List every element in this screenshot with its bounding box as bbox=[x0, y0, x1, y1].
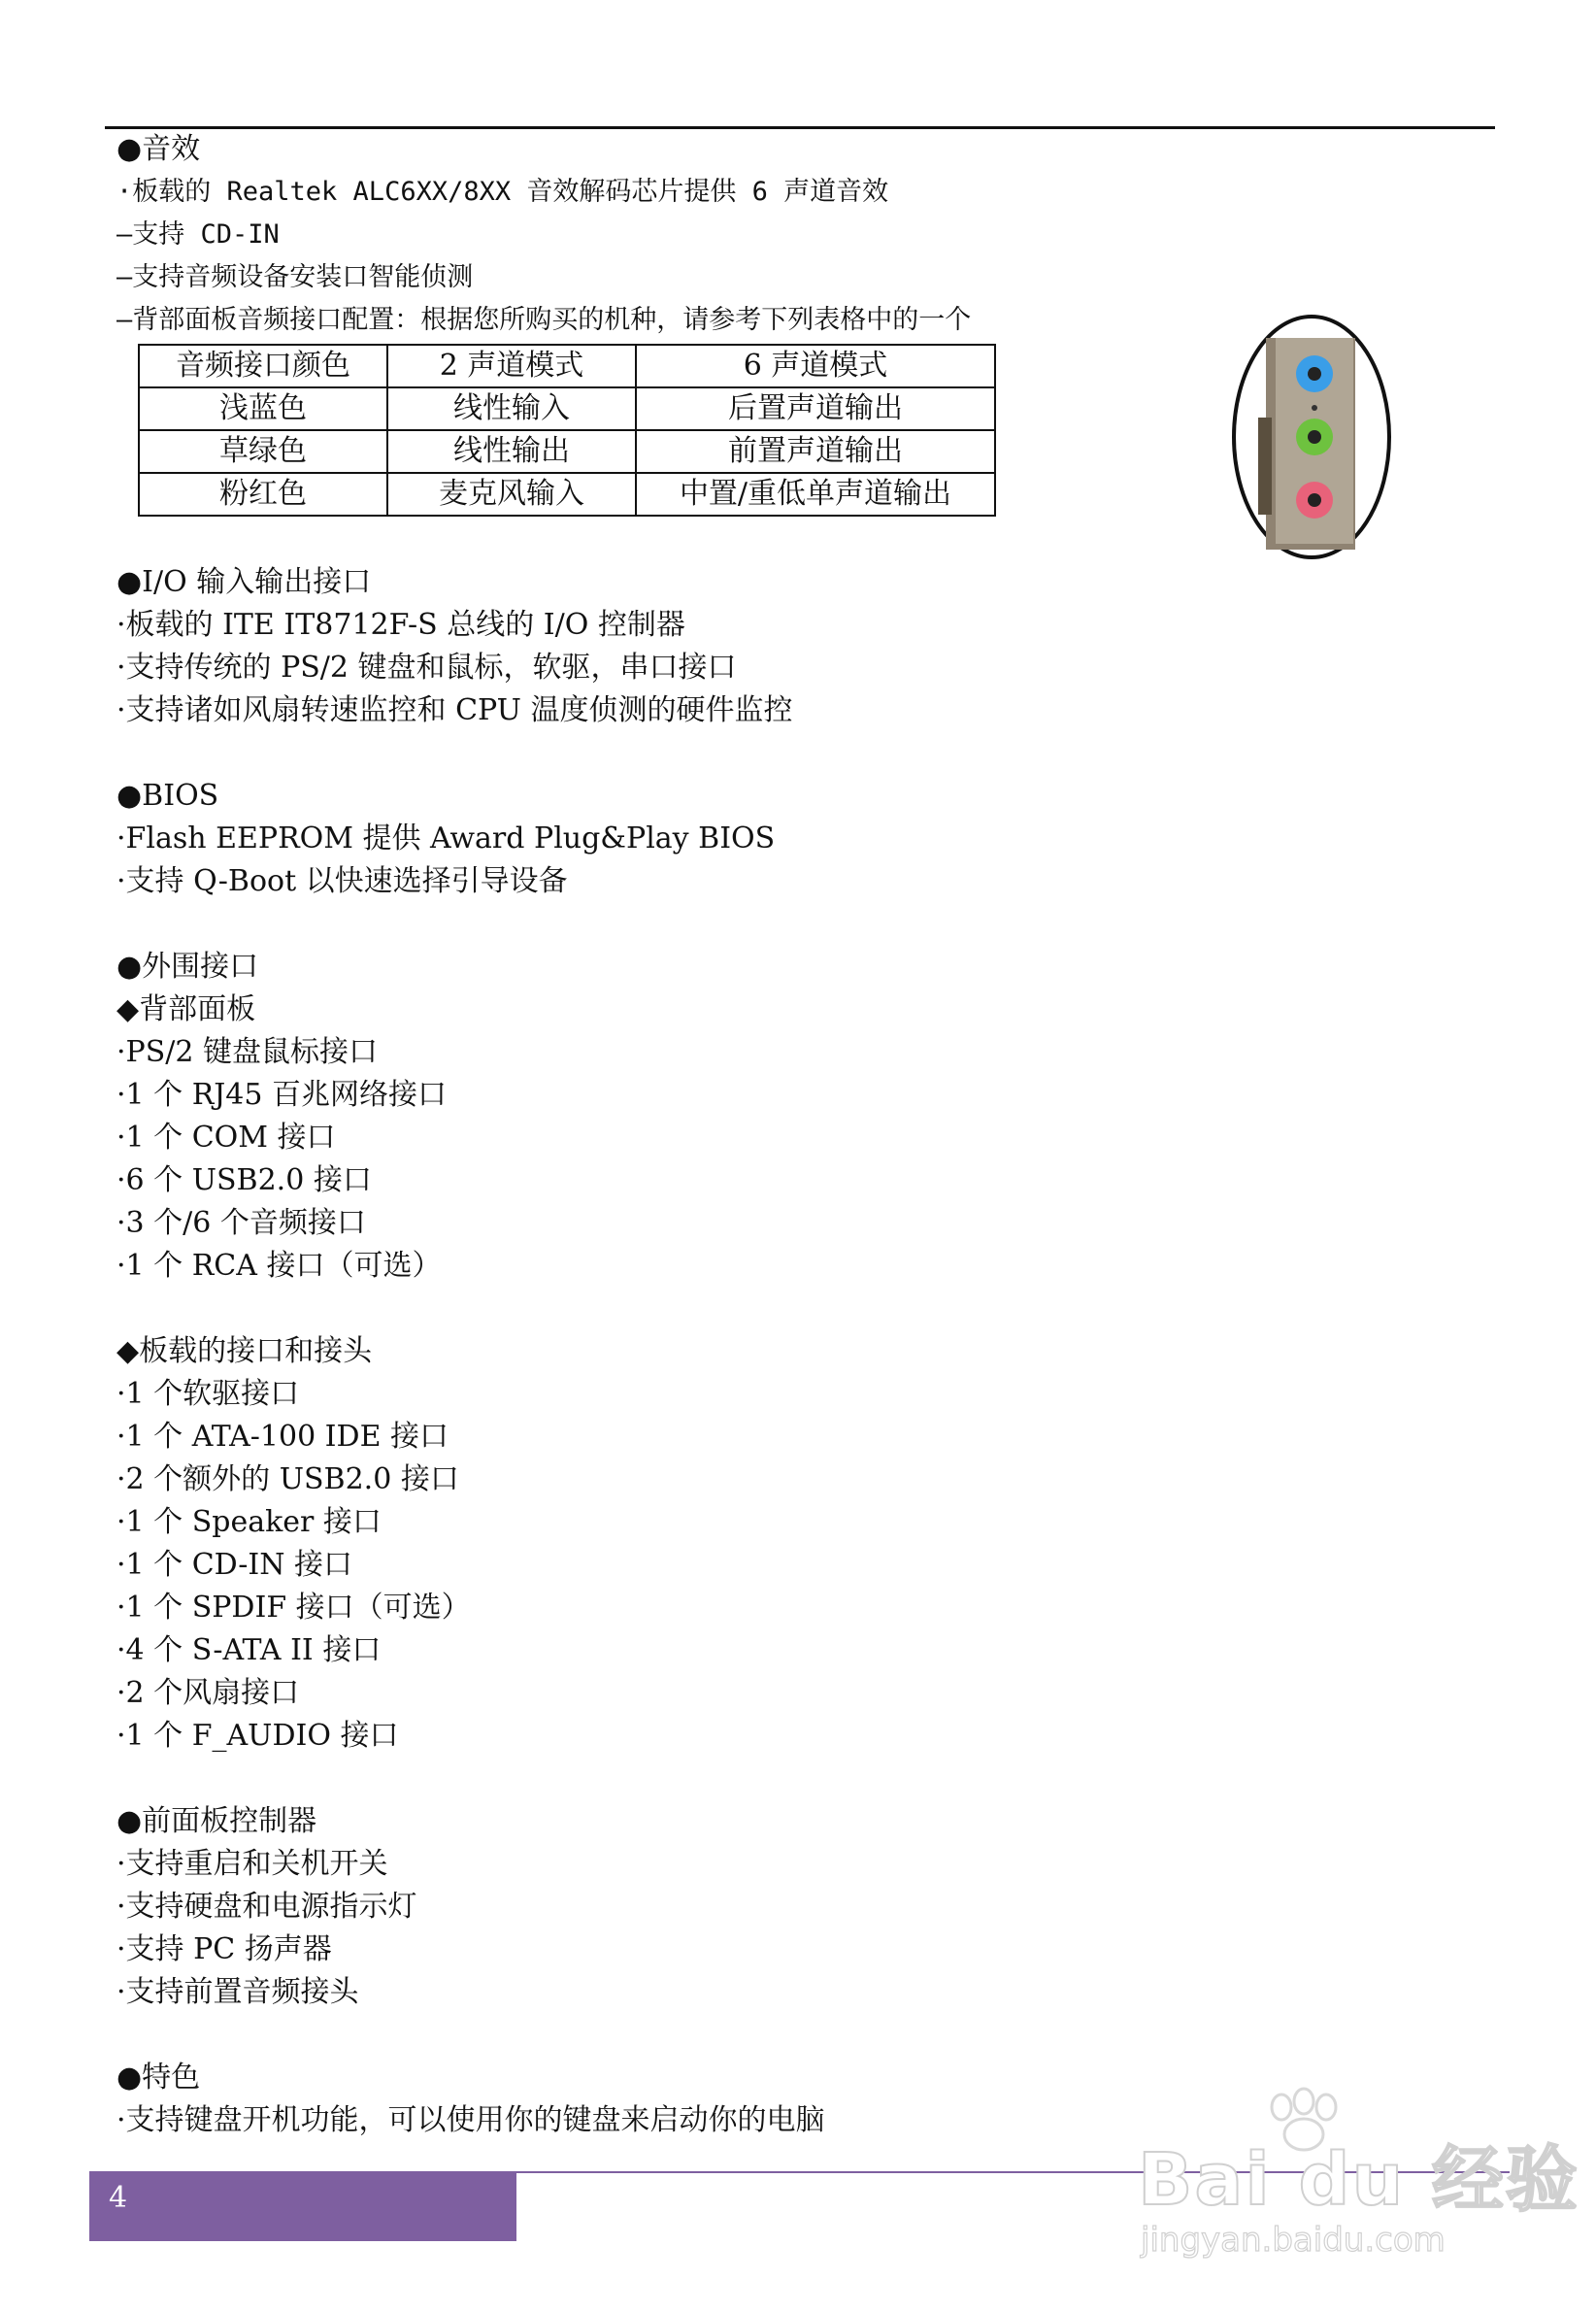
list-item: ·Flash EEPROM 提供 Award Plug&Play BIOS bbox=[116, 821, 776, 855]
list-item: ·支持重启和关机开关 bbox=[116, 1847, 388, 1881]
table-cell: 浅蓝色 bbox=[139, 387, 387, 430]
list-item: ·6 个 USB2.0 接口 bbox=[116, 1163, 372, 1197]
list-item: ·支持前置音频接头 bbox=[116, 1975, 359, 2009]
list-item: ·支持传统的 PS/2 键盘和鼠标，软驱，串口接口 bbox=[116, 651, 737, 685]
list-item: ·1 个 COM 接口 bbox=[116, 1121, 336, 1155]
jack-green-icon bbox=[1296, 419, 1333, 455]
table-cell: 后置声道输出 bbox=[636, 387, 995, 430]
page-content bbox=[116, 128, 1223, 2142]
spacer bbox=[116, 2014, 1223, 2057]
jack-blue-icon bbox=[1296, 355, 1333, 392]
table-row bbox=[139, 430, 995, 473]
list-item: ·1 个 RJ45 百兆网络接口 bbox=[116, 1078, 448, 1112]
spacer bbox=[116, 519, 1223, 561]
audio-jack-photo bbox=[1229, 311, 1394, 563]
list-item: ·1 个 Speaker 接口 bbox=[116, 1505, 382, 1539]
list-item: ·1 个 RCA 接口（可选） bbox=[116, 1249, 442, 1283]
table-header-row bbox=[139, 345, 995, 387]
list-item: ·PS/2 键盘鼠标接口 bbox=[116, 1035, 379, 1069]
section-heading-bios: ●BIOS bbox=[116, 779, 219, 813]
audio-line-config: —背部面板音频接口配置：根据您所购买的机种，请参考下列表格中的一个 bbox=[116, 305, 972, 335]
spacer bbox=[116, 1758, 1223, 1800]
table-header-cell: 2 声道模式 bbox=[387, 345, 636, 387]
audio-line-detect: —支持音频设备安装口智能侦测 bbox=[116, 262, 474, 292]
section-heading-front-panel: ●前面板控制器 bbox=[116, 1804, 317, 1838]
table-cell: 前置声道输出 bbox=[636, 430, 995, 473]
list-item: ·1 个 F_AUDIO 接口 bbox=[116, 1719, 399, 1753]
list-item: ·1 个 ATA-100 IDE 接口 bbox=[116, 1420, 449, 1454]
subsection-heading-onboard: ◆板载的接口和接头 bbox=[116, 1334, 373, 1368]
audio-jack-table bbox=[138, 344, 996, 517]
table-cell: 中置/重低单声道输出 bbox=[636, 473, 995, 516]
section-heading-features: ●特色 bbox=[116, 2061, 201, 2095]
table-row bbox=[139, 473, 995, 516]
footer-bar bbox=[89, 2171, 516, 2241]
list-item: ·1 个软驱接口 bbox=[116, 1377, 300, 1411]
list-item: ·支持键盘开机功能，可以使用你的键盘来启动你的电脑 bbox=[116, 2103, 825, 2137]
jack-panel-edge bbox=[1258, 418, 1272, 515]
list-item: ·2 个风扇接口 bbox=[116, 1676, 300, 1710]
list-item: ·2 个额外的 USB2.0 接口 bbox=[116, 1462, 459, 1496]
list-item: ·支持硬盘和电源指示灯 bbox=[116, 1890, 417, 1924]
table-row bbox=[139, 387, 995, 430]
list-item: ·支持诸如风扇转速监控和 CPU 温度侦测的硬件监控 bbox=[116, 693, 793, 727]
table-header-cell: 音频接口颜色 bbox=[139, 345, 387, 387]
spacer bbox=[116, 732, 1223, 775]
section-heading-peripheral: ●外围接口 bbox=[116, 950, 259, 984]
section-heading-io: ●I/O 输入输出接口 bbox=[116, 565, 372, 599]
list-item: ·支持 Q-Boot 以快速选择引导设备 bbox=[116, 864, 568, 898]
list-item: ·板载的 ITE IT8712F-S 总线的 I/O 控制器 bbox=[116, 608, 685, 642]
page-number: 4 bbox=[109, 2181, 128, 2215]
table-cell: 线性输出 bbox=[387, 430, 636, 473]
table-cell: 麦克风输入 bbox=[387, 473, 636, 516]
jack-pink-icon bbox=[1296, 482, 1333, 519]
list-item: ·3 个/6 个音频接口 bbox=[116, 1206, 366, 1240]
baidu-watermark-logo bbox=[1136, 2078, 1579, 2260]
list-item: ·1 个 CD-IN 接口 bbox=[116, 1548, 353, 1582]
spacer bbox=[116, 1288, 1223, 1330]
table-cell: 粉红色 bbox=[139, 473, 387, 516]
list-item: ·4 个 S-ATA II 接口 bbox=[116, 1633, 382, 1667]
table-cell: 草绿色 bbox=[139, 430, 387, 473]
audio-line-cdin: —支持 CD-IN bbox=[116, 219, 280, 250]
jack-indicator-dot bbox=[1312, 405, 1317, 411]
audio-line-codec: ·板载的 Realtek ALC6XX/8XX 音效解码芯片提供 6 声道音效 bbox=[116, 177, 889, 207]
spacer bbox=[116, 903, 1223, 946]
table-header-cell: 6 声道模式 bbox=[636, 345, 995, 387]
svg-text:Bai du 经验: Bai du 经验 bbox=[1138, 2138, 1579, 2222]
table-cell: 线性输入 bbox=[387, 387, 636, 430]
section-heading-audio: ●音效 bbox=[116, 132, 201, 166]
list-item: ·1 个 SPDIF 接口（可选） bbox=[116, 1591, 471, 1625]
svg-text:jingyan.baidu.com: jingyan.baidu.com bbox=[1141, 2221, 1446, 2260]
subsection-heading-back-panel: ◆背部面板 bbox=[116, 992, 256, 1026]
list-item: ·支持 PC 扬声器 bbox=[116, 1932, 332, 1966]
